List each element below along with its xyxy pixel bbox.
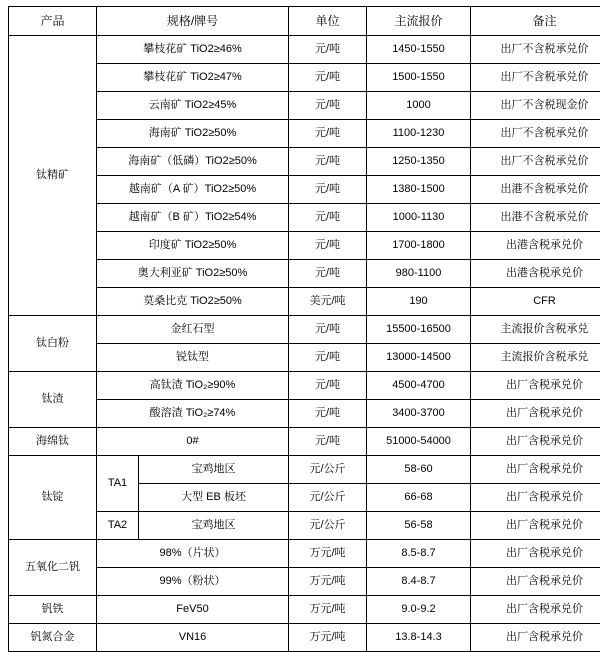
remark-cell: 出厂含税承兑价 — [471, 428, 600, 456]
price-cell: 51000-54000 — [367, 428, 471, 456]
spec-cell: 越南矿（B 矿）TiO2≥54% — [97, 204, 289, 232]
price-cell: 190 — [367, 288, 471, 316]
table-header-row — [9, 7, 600, 36]
product-cell: 五氧化二钒 — [9, 540, 97, 596]
spec-cell: 0# — [97, 428, 289, 456]
price-cell: 13000-14500 — [367, 344, 471, 372]
price-table — [8, 6, 600, 652]
spec-cell: 99%（粉状） — [97, 568, 289, 596]
product-cell: 钛锭 — [9, 456, 97, 540]
remark-cell: 出厂含税承兑价 — [471, 512, 600, 540]
remark-cell: 出厂含税承兑价 — [471, 624, 600, 652]
product-cell: 钛精矿 — [9, 36, 97, 316]
unit-cell: 元/公斤 — [289, 512, 367, 540]
header-price: 主流报价 — [367, 7, 471, 36]
unit-cell: 元/吨 — [289, 344, 367, 372]
unit-cell: 元/吨 — [289, 92, 367, 120]
table-row — [9, 344, 600, 372]
spec-cell: 攀枝花矿 TiO2≥46% — [97, 36, 289, 64]
spec-cell: 高钛渣 TiO₂≥90% — [97, 372, 289, 400]
unit-cell: 元/吨 — [289, 372, 367, 400]
remark-cell: 出厂不含税承兑价 — [471, 120, 600, 148]
remark-cell: 出厂含税承兑价 — [471, 456, 600, 484]
price-cell: 56-58 — [367, 512, 471, 540]
table-row — [9, 120, 600, 148]
header-spec: 规格/牌号 — [97, 7, 289, 36]
table-row — [9, 540, 600, 568]
unit-cell: 元/吨 — [289, 64, 367, 92]
unit-cell: 万元/吨 — [289, 540, 367, 568]
remark-cell: 出港含税承兑价 — [471, 232, 600, 260]
unit-cell: 元/公斤 — [289, 484, 367, 512]
remark-cell: 出厂不含税现金价 — [471, 92, 600, 120]
unit-cell: 元/吨 — [289, 36, 367, 64]
unit-cell: 元/吨 — [289, 316, 367, 344]
remark-cell: 出厂含税承兑价 — [471, 540, 600, 568]
table-row — [9, 316, 600, 344]
price-cell: 8.4-8.7 — [367, 568, 471, 596]
spec-cell: 金红石型 — [97, 316, 289, 344]
price-cell: 3400-3700 — [367, 400, 471, 428]
price-cell: 1000-1130 — [367, 204, 471, 232]
remark-cell: 出厂含税承兑价 — [471, 568, 600, 596]
spec-cell: 云南矿 TiO2≥45% — [97, 92, 289, 120]
table-row — [9, 512, 600, 540]
remark-cell: 出厂含税承兑价 — [471, 372, 600, 400]
table-row — [9, 596, 600, 624]
product-cell: 海绵钛 — [9, 428, 97, 456]
price-cell: 1380-1500 — [367, 176, 471, 204]
unit-cell: 元/吨 — [289, 176, 367, 204]
price-cell: 15500-16500 — [367, 316, 471, 344]
table-body — [9, 36, 600, 652]
price-cell: 8.5-8.7 — [367, 540, 471, 568]
unit-cell: 万元/吨 — [289, 624, 367, 652]
table-row — [9, 456, 600, 484]
spec-cell: 越南矿（A 矿）TiO2≥50% — [97, 176, 289, 204]
price-cell: 1500-1550 — [367, 64, 471, 92]
remark-cell: 出厂不含税承兑价 — [471, 148, 600, 176]
unit-cell: 元/吨 — [289, 400, 367, 428]
remark-cell: 出厂含税承兑价 — [471, 596, 600, 624]
price-cell: 1250-1350 — [367, 148, 471, 176]
spec-cell: 宝鸡地区 — [139, 456, 289, 484]
spec-cell: 酸溶渣 TiO₂≥74% — [97, 400, 289, 428]
header-remark: 备注 — [471, 7, 600, 36]
price-cell: 1450-1550 — [367, 36, 471, 64]
table-row — [9, 176, 600, 204]
table-row — [9, 92, 600, 120]
product-cell: 钛白粉 — [9, 316, 97, 372]
unit-cell: 万元/吨 — [289, 596, 367, 624]
price-cell: 980-1100 — [367, 260, 471, 288]
price-cell: 1100-1230 — [367, 120, 471, 148]
grade-cell: TA2 — [97, 512, 139, 540]
unit-cell: 元/公斤 — [289, 456, 367, 484]
header-unit: 单位 — [289, 7, 367, 36]
spec-cell: 宝鸡地区 — [139, 512, 289, 540]
table-row — [9, 568, 600, 596]
unit-cell: 元/吨 — [289, 148, 367, 176]
unit-cell: 万元/吨 — [289, 568, 367, 596]
price-cell: 9.0-9.2 — [367, 596, 471, 624]
price-cell: 13.8-14.3 — [367, 624, 471, 652]
remark-cell: 出港不含税承兑价 — [471, 176, 600, 204]
product-cell: 钒氮合金 — [9, 624, 97, 652]
price-cell: 58-60 — [367, 456, 471, 484]
remark-cell: 出港含税承兑价 — [471, 260, 600, 288]
table-row — [9, 288, 600, 316]
spec-cell: 海南矿（低磷）TiO2≥50% — [97, 148, 289, 176]
grade-cell: TA1 — [97, 456, 139, 512]
unit-cell: 元/吨 — [289, 260, 367, 288]
table-row — [9, 428, 600, 456]
price-cell: 4500-4700 — [367, 372, 471, 400]
spec-cell: VN16 — [97, 624, 289, 652]
unit-cell: 美元/吨 — [289, 288, 367, 316]
unit-cell: 元/吨 — [289, 428, 367, 456]
spec-cell: FeV50 — [97, 596, 289, 624]
spec-cell: 攀枝花矿 TiO2≥47% — [97, 64, 289, 92]
spec-cell: 奥大利亚矿 TiO2≥50% — [97, 260, 289, 288]
remark-cell: 主流报价含税承兑 — [471, 344, 600, 372]
table-row — [9, 232, 600, 260]
spec-cell: 98%（片状） — [97, 540, 289, 568]
remark-cell: 出厂含税承兑价 — [471, 484, 600, 512]
table-row — [9, 64, 600, 92]
header-product: 产品 — [9, 7, 97, 36]
remark-cell: 出厂含税承兑价 — [471, 400, 600, 428]
product-cell: 钛渣 — [9, 372, 97, 428]
table-row — [9, 400, 600, 428]
unit-cell: 元/吨 — [289, 232, 367, 260]
spec-cell: 印度矿 TiO2≥50% — [97, 232, 289, 260]
remark-cell: 出厂不含税承兑价 — [471, 36, 600, 64]
table-row — [9, 36, 600, 64]
price-cell: 1000 — [367, 92, 471, 120]
price-cell: 66-68 — [367, 484, 471, 512]
spec-cell: 大型 EB 板坯 — [139, 484, 289, 512]
table-row — [9, 624, 600, 652]
spec-cell: 莫桑比克 TiO2≥50% — [97, 288, 289, 316]
product-cell: 钒铁 — [9, 596, 97, 624]
spec-cell: 锐钛型 — [97, 344, 289, 372]
table-row — [9, 204, 600, 232]
remark-cell: 出港不含税承兑价 — [471, 204, 600, 232]
unit-cell: 元/吨 — [289, 204, 367, 232]
table-row — [9, 372, 600, 400]
remark-cell: 出厂不含税承兑价 — [471, 64, 600, 92]
price-cell: 1700-1800 — [367, 232, 471, 260]
table-row — [9, 260, 600, 288]
remark-cell: CFR — [471, 288, 600, 316]
table-header — [9, 7, 600, 36]
table-row — [9, 148, 600, 176]
remark-cell: 主流报价含税承兑 — [471, 316, 600, 344]
spec-cell: 海南矿 TiO2≥50% — [97, 120, 289, 148]
unit-cell: 元/吨 — [289, 120, 367, 148]
